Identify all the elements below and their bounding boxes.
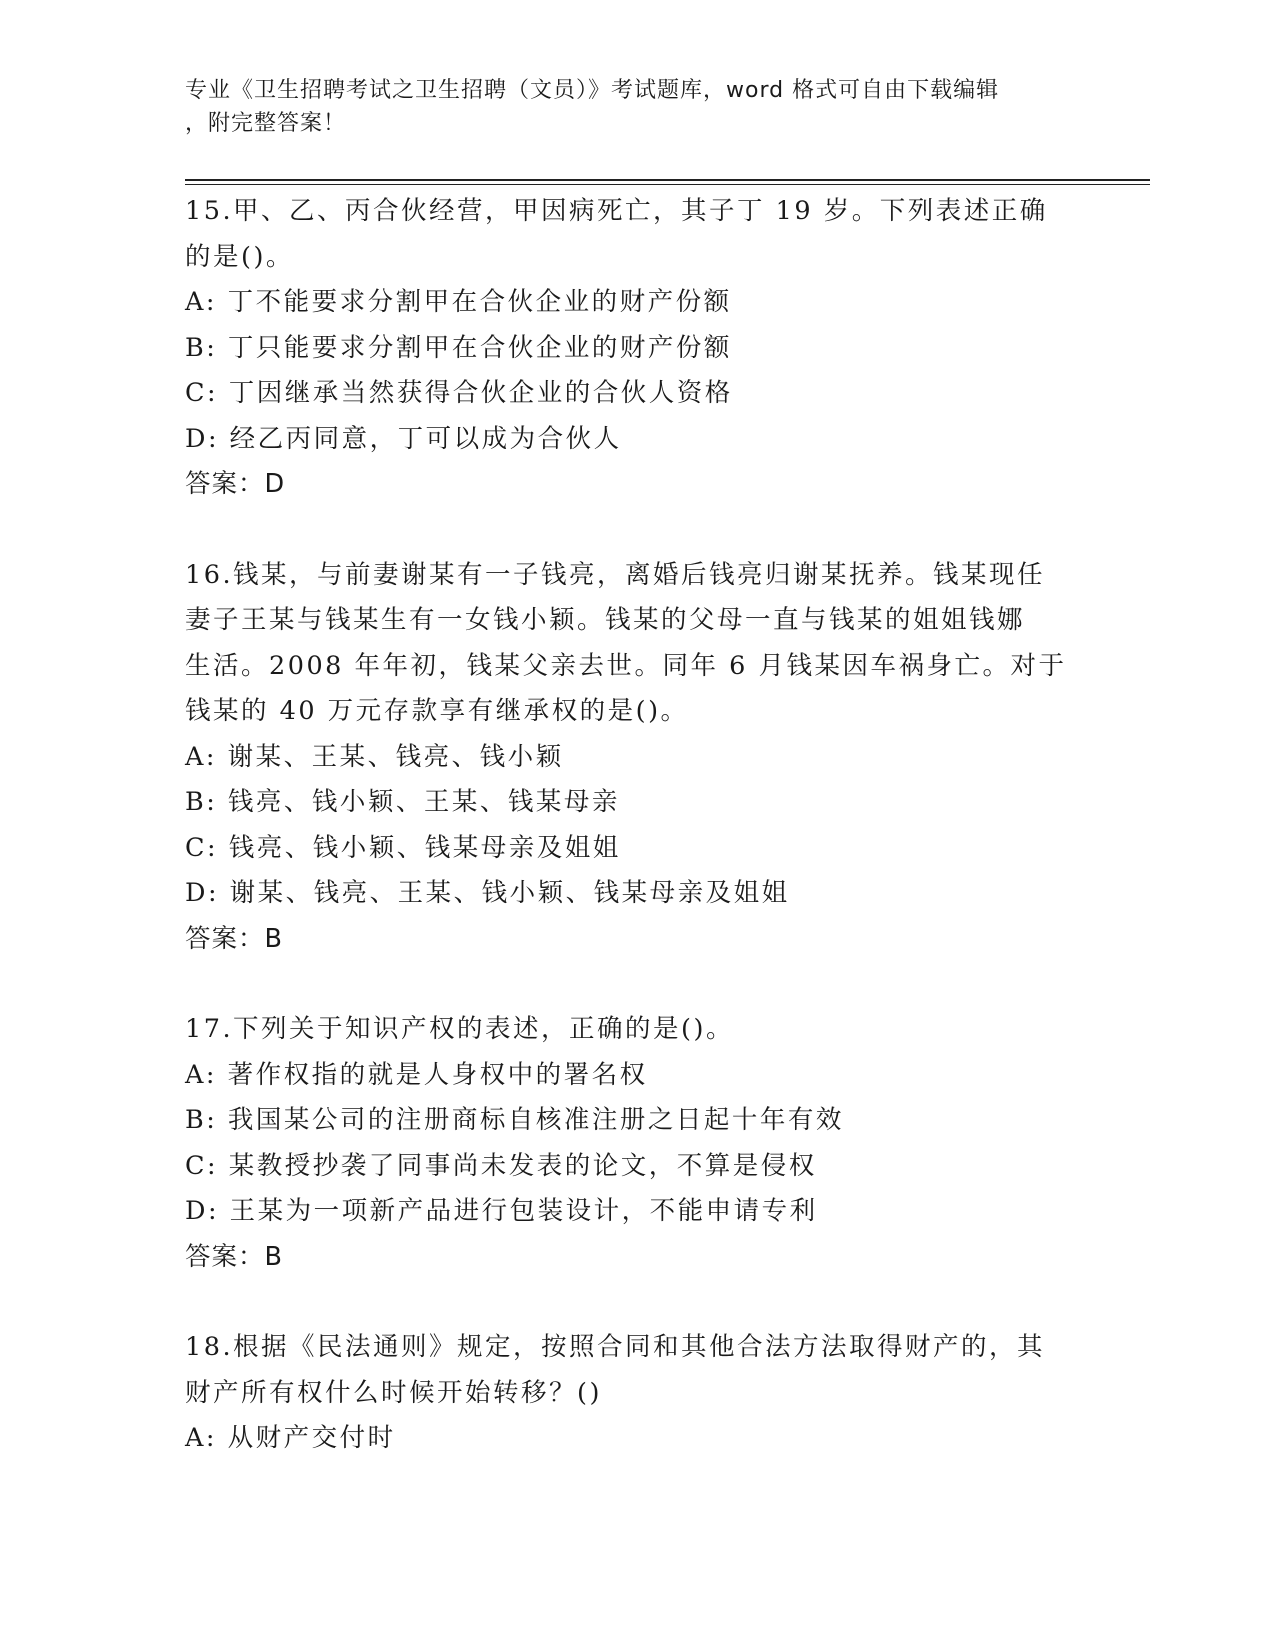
option-b: B: 丁只能要求分割甲在合伙企业的财产份额 bbox=[185, 332, 732, 363]
option-c: C: 丁因继承当然获得合伙企业的合伙人资格 bbox=[185, 378, 733, 408]
header-divider-thick bbox=[185, 179, 1150, 181]
question-stem-line: 的是()。 bbox=[185, 241, 294, 272]
question-stem-line: 16.钱某，与前妻谢某有一子钱亮，离婚后钱亮归谢某抚养。钱某现任 bbox=[185, 559, 1046, 590]
question-stem-line: 17.下列关于知识产权的表述，正确的是()。 bbox=[185, 1014, 734, 1044]
option-d: D: 王某为一项新产品进行包装设计，不能申请专利 bbox=[185, 1196, 818, 1226]
question-stem-line: 财产所有权什么时候开始转移？() bbox=[185, 1377, 602, 1408]
question-stem-line: 钱某的 40 万元存款享有继承权的是()。 bbox=[185, 696, 689, 726]
question-15 bbox=[185, 189, 1065, 508]
question-16 bbox=[185, 553, 1065, 963]
question-list bbox=[185, 189, 1065, 1507]
question-stem-line: 生活。2008 年年初，钱某父亲去世。同年 6 月钱某因车祸身亡。对于 bbox=[185, 650, 1067, 681]
question-18 bbox=[185, 1325, 1065, 1462]
question-stem-line: 15.甲、乙、丙合伙经营，甲因病死亡，其子丁 19 岁。下列表述正确 bbox=[185, 196, 1048, 226]
option-a: A: 著作权指的就是人身权中的署名权 bbox=[185, 1059, 648, 1090]
header-divider-thin bbox=[185, 184, 1150, 185]
question-stem-line: 18.根据《民法通则》规定，按照合同和其他合法方法取得财产的，其 bbox=[185, 1332, 1046, 1362]
option-d: D: 经乙丙同意，丁可以成为合伙人 bbox=[185, 423, 622, 454]
question-stem-line: 妻子王某与钱某生有一女钱小颖。钱某的父母一直与钱某的姐姐钱娜 bbox=[185, 605, 1026, 635]
answer-line: 答案：B bbox=[185, 923, 283, 954]
header-line-2: ，附完整答案！ bbox=[185, 111, 347, 136]
option-c: C: 某教授抄袭了同事尚未发表的论文，不算是侵权 bbox=[185, 1150, 817, 1181]
question-17 bbox=[185, 1007, 1065, 1280]
option-c: C: 钱亮、钱小颖、钱某母亲及姐姐 bbox=[185, 832, 621, 863]
option-a: A: 从财产交付时 bbox=[185, 1423, 396, 1453]
document-header bbox=[185, 74, 1065, 140]
option-a: A: 谢某、王某、钱亮、钱小颖 bbox=[185, 741, 564, 772]
answer-line: 答案：B bbox=[185, 1241, 283, 1272]
option-a: A: 丁不能要求分割甲在合伙企业的财产份额 bbox=[185, 287, 732, 317]
option-d: D: 谢某、钱亮、王某、钱小颖、钱某母亲及姐姐 bbox=[185, 878, 790, 908]
option-b: B: 钱亮、钱小颖、王某、钱某母亲 bbox=[185, 787, 620, 817]
header-line-1: 专业《卫生招聘考试之卫生招聘（文员）》考试题库，word 格式可自由下载编辑 bbox=[185, 78, 1000, 103]
option-b: B: 我国某公司的注册商标自核准注册之日起十年有效 bbox=[185, 1105, 844, 1135]
answer-line: 答案：D bbox=[185, 469, 286, 499]
